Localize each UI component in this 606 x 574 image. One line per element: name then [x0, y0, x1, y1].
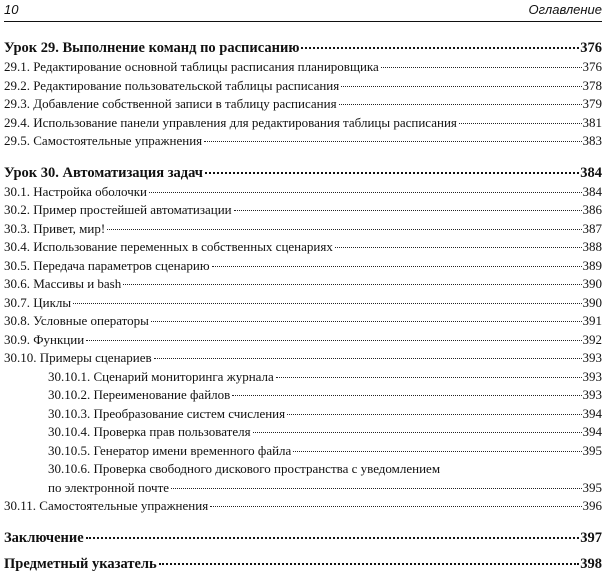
entry-page: 379	[582, 96, 602, 111]
chapter-page: 397	[580, 529, 602, 546]
entry-title: 30.10.3. Преобразование систем счисления	[48, 405, 286, 421]
entry-page: 392	[582, 331, 602, 347]
toc-entry[interactable]	[4, 114, 602, 133]
toc-subentry-wrapped[interactable]	[4, 460, 602, 497]
entry-page: 388	[582, 239, 602, 254]
entry-title: 29.1. Редактирование основной таблицы расписания планировщика	[4, 59, 379, 74]
toc-entry[interactable]	[4, 294, 602, 313]
chapter-title: Урок 30. Автоматизация задач	[4, 164, 203, 181]
toc-entry[interactable]	[4, 275, 602, 294]
table-of-contents	[4, 38, 602, 574]
dot-leader	[151, 321, 582, 322]
toc-entry[interactable]	[4, 238, 602, 257]
toc-entry[interactable]	[4, 77, 602, 96]
dot-leader	[301, 47, 579, 49]
entry-page: 390	[582, 294, 602, 310]
entry-title: 30.3. Привет, мир!	[4, 220, 106, 236]
entry-title: 29.2. Редактирование пользовательской таблицы расписания	[4, 77, 340, 93]
entry-title: 30.10.4. Проверка прав пользователя	[48, 424, 251, 439]
toc-entry[interactable]	[4, 95, 602, 114]
dot-leader	[232, 395, 581, 396]
dot-leader	[159, 563, 580, 565]
toc-index[interactable]	[4, 554, 602, 574]
entry-title: 30.10.5. Генератор имени временного файла	[48, 442, 292, 458]
dot-leader	[287, 414, 581, 415]
chapter-title: Предметный указатель	[4, 555, 157, 572]
header-divider	[4, 21, 602, 22]
dot-leader	[335, 247, 582, 248]
entry-title-line2: по электронной почте	[48, 479, 170, 495]
chapter-page: 398	[580, 555, 602, 572]
chapter-title: Заключение	[4, 529, 84, 546]
chapter-page: 376	[580, 40, 602, 56]
entry-page: 391	[582, 313, 602, 328]
entry-page: 396	[582, 498, 602, 513]
entry-page: 383	[582, 133, 602, 148]
dot-leader	[381, 67, 582, 68]
entry-title: 30.4. Использование переменных в собственных сценариях	[4, 239, 333, 254]
entry-continuation	[4, 479, 602, 498]
dot-leader	[205, 172, 579, 174]
dot-leader	[154, 358, 582, 359]
entry-page: 394	[582, 405, 602, 421]
toc-entry[interactable]	[4, 132, 602, 151]
toc-chapter-30[interactable]	[4, 163, 602, 183]
entry-page: 393	[582, 387, 602, 402]
entry-page: 395	[582, 479, 602, 495]
toc-subentry[interactable]	[4, 423, 602, 442]
entry-page: 387	[582, 220, 602, 236]
entry-title: 30.10.1. Сценарий мониторинга журнала	[48, 368, 274, 384]
entry-page: 389	[582, 257, 602, 273]
entry-page: 381	[582, 114, 602, 130]
entry-page: 386	[582, 202, 602, 217]
page-number: 10	[4, 2, 19, 17]
entry-page: 394	[582, 424, 602, 439]
dot-leader	[253, 432, 582, 433]
entry-title: 29.3. Добавление собственной записи в таблицу расписания	[4, 96, 337, 111]
entry-title-line1: 30.10.6. Проверка свободного дискового пространства с уведомлением	[48, 461, 441, 476]
toc-entry[interactable]	[4, 331, 602, 350]
toc-subentry[interactable]	[4, 405, 602, 424]
toc-entry[interactable]	[4, 497, 602, 516]
dot-leader	[293, 451, 581, 452]
toc-chapter-29[interactable]	[4, 38, 602, 58]
entry-title: 29.4. Использование панели управления для редактирования таблицы расписания	[4, 114, 457, 130]
dot-leader	[339, 104, 582, 105]
toc-subentry[interactable]	[4, 386, 602, 405]
entry-title: 29.5. Самостоятельные упражнения	[4, 133, 203, 148]
running-header	[4, 0, 602, 20]
entry-title: 30.5. Передача параметров сценарию	[4, 257, 210, 273]
toc-entry[interactable]	[4, 183, 602, 202]
toc-conclusion[interactable]	[4, 528, 602, 548]
entry-title: 30.7. Циклы	[4, 294, 72, 310]
entry-title: 30.1. Настройка оболочки	[4, 183, 148, 199]
entry-title: 30.2. Пример простейшей автоматизации	[4, 202, 232, 217]
chapter-title: Урок 29. Выполнение команд по расписанию	[4, 40, 300, 56]
entry-page: 390	[582, 276, 602, 291]
entry-title: 30.8. Условные операторы	[4, 313, 149, 328]
toc-entry[interactable]	[4, 58, 602, 77]
dot-leader	[276, 377, 582, 378]
entry-title: 30.11. Самостоятельные упражнения	[4, 498, 209, 513]
dot-leader	[212, 266, 582, 267]
toc-subentry[interactable]	[4, 368, 602, 387]
dot-leader	[210, 506, 581, 507]
dot-leader	[459, 123, 582, 124]
dot-leader	[86, 537, 580, 539]
toc-entry[interactable]	[4, 201, 602, 220]
toc-entry[interactable]	[4, 312, 602, 331]
entry-title: 30.6. Массивы и bash	[4, 276, 122, 291]
dot-leader	[149, 192, 581, 193]
dot-leader	[86, 340, 581, 341]
toc-subentry[interactable]	[4, 442, 602, 461]
entry-page: 376	[582, 59, 602, 74]
entry-page: 393	[582, 368, 602, 384]
dot-leader	[171, 488, 581, 489]
entry-title: 30.10. Примеры сценариев	[4, 350, 152, 365]
dot-leader	[123, 284, 581, 285]
entry-page: 378	[582, 77, 602, 93]
toc-entry[interactable]	[4, 220, 602, 239]
entry-page: 393	[582, 350, 602, 365]
toc-entry[interactable]	[4, 257, 602, 276]
dot-leader	[107, 229, 581, 230]
chapter-page: 384	[580, 164, 602, 181]
entry-title: 30.9. Функции	[4, 331, 85, 347]
entry-page: 395	[582, 442, 602, 458]
entry-page: 384	[582, 183, 602, 199]
section-name: Оглавление	[528, 2, 602, 17]
toc-entry[interactable]	[4, 349, 602, 368]
dot-leader	[73, 303, 581, 304]
dot-leader	[234, 210, 582, 211]
entry-title: 30.10.2. Переименование файлов	[48, 387, 231, 402]
dot-leader	[341, 86, 581, 87]
dot-leader	[204, 141, 581, 142]
